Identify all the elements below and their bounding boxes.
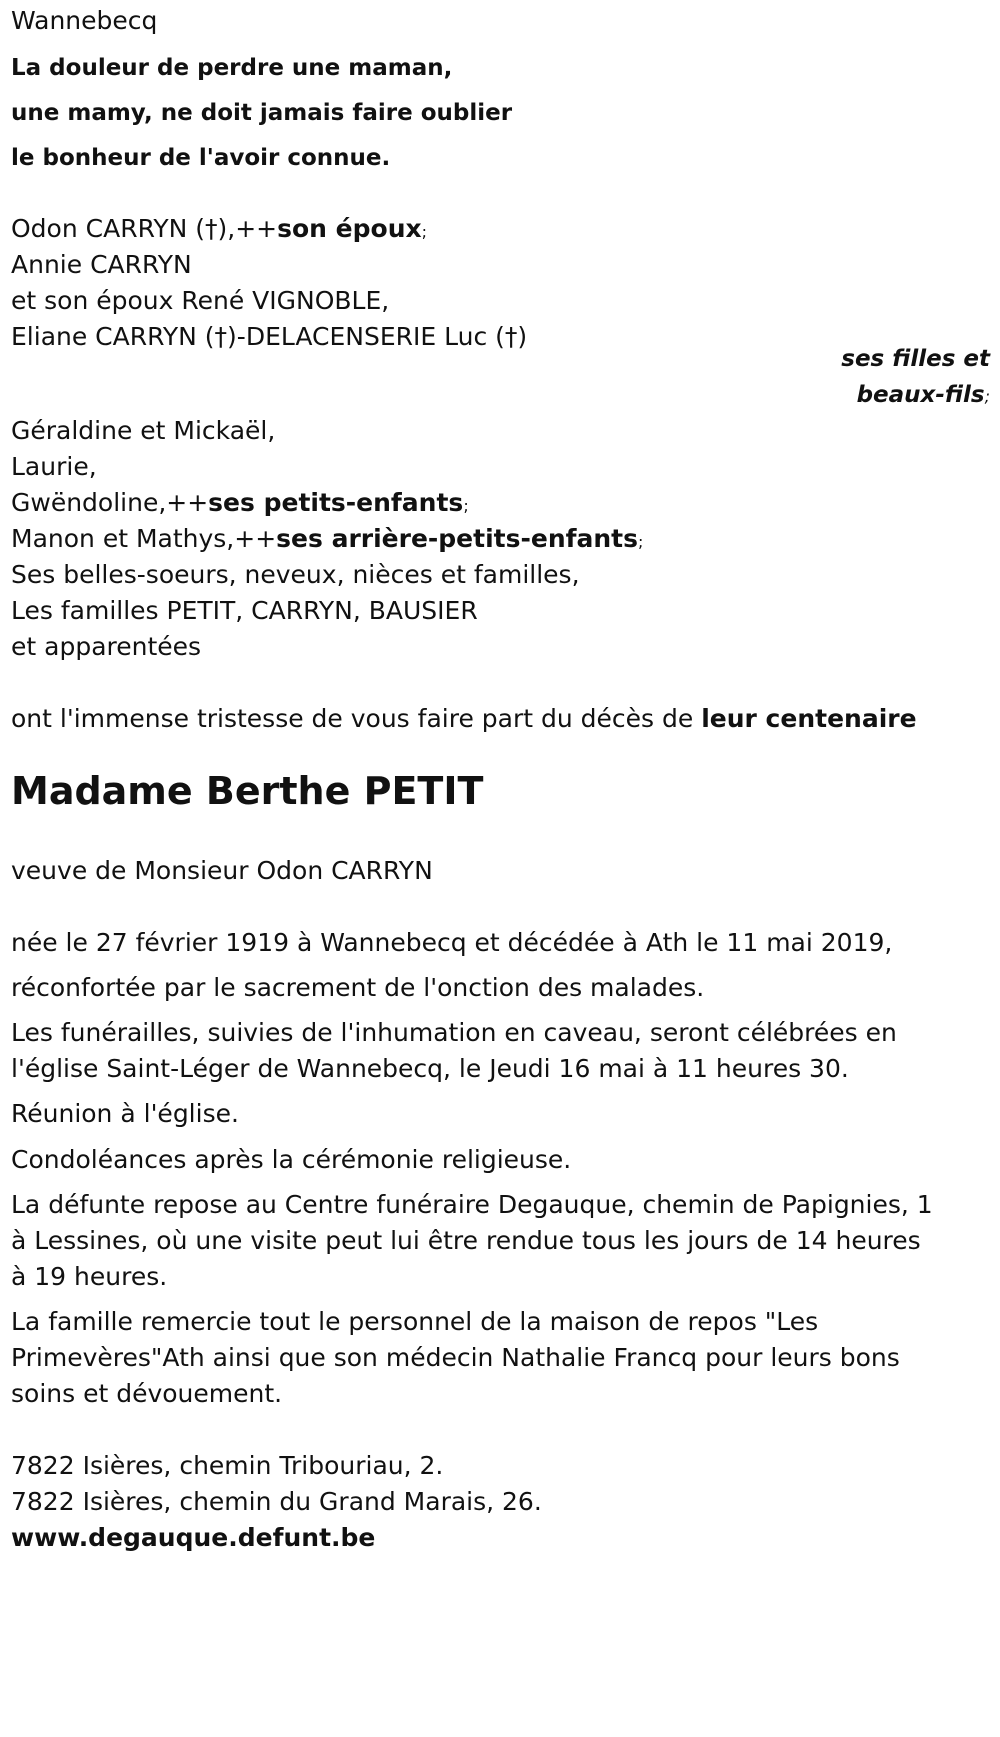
family-line-3: et son époux René VIGNOBLE, [11,286,390,315]
thanks-line-1: La famille remercie tout le personnel de la maison de repos "Les [11,1307,819,1336]
quote-line-1: La douleur de perdre une maman, [11,55,453,81]
widow-line: veuve de Monsieur Odon CARRYN [11,856,433,885]
daughters-role-line-1: ses filles et [841,346,990,372]
separator: ; [463,496,469,515]
separator: ; [638,532,644,551]
family-line-9: Ses belles-soeurs, neveux, nièces et familles, [11,560,580,589]
family-line-11: et apparentées [11,632,202,661]
announcement-text: ont l'immense tristesse de vous faire part du décès de [11,704,702,733]
great-grandchildren-names: Manon et Mathys,++ [11,524,277,553]
family-line-10: Les familles PETIT, CARRYN, BAUSIER [11,596,478,625]
quote-line-3: le bonheur de l'avoir connue. [11,145,391,171]
place-name: Wannebecq [11,6,158,35]
daughters-role-line-2 [857,380,990,412]
thanks-line-2: Primevères"Ath ainsi que son médecin Nathalie Francq pour leurs bons [11,1343,900,1372]
daughters-role-text: beaux-fils [856,382,985,408]
great-grandchildren-role: ses arrière-petits-enfants [276,524,638,553]
deceased-name: Madame Berthe PETIT [11,769,484,813]
separator: ; [421,222,428,241]
grandchildren-role: ses petits-enfants [208,488,464,517]
meeting-line: Réunion à l'église. [11,1099,239,1128]
rest-line-1: La défunte repose au Centre funéraire Degauque, chemin de Papignies, 1 [11,1190,933,1219]
announcement [11,704,917,734]
condolences-line: Condoléances après la cérémonie religieuse. [11,1145,572,1174]
rest-line-2: à Lessines, où une visite peut lui être rendue tous les jours de 14 heures [11,1226,921,1255]
family-line-2: Annie CARRYN [11,250,192,279]
separator: ; [984,387,990,406]
website-link[interactable]: www.degauque.defunt.be [11,1523,376,1552]
thanks-line-3: soins et dévouement. [11,1379,283,1408]
grandchild-name: Gwëndoline,++ [11,488,209,517]
family-line-4: Eliane CARRYN (†)-DELACENSERIE Luc (†) [11,322,528,351]
comforted-line: réconfortée par le sacrement de l'onction des malades. [11,973,705,1002]
family-line-5: Géraldine et Mickaël, [11,416,276,445]
birth-death-line: née le 27 février 1919 à Wannebecq et décédée à Ath le 11 mai 2019, [11,928,893,957]
spouse-role: son époux [277,214,422,243]
funeral-line-1: Les funérailles, suivies de l'inhumation en caveau, seront célébrées en [11,1018,897,1047]
address-line-2: 7822 Isières, chemin du Grand Marais, 26. [11,1487,542,1516]
spouse-name: Odon CARRYN (†),++ [11,214,278,243]
family-line-grandchildren [11,488,469,521]
family-line-great-grandchildren [11,524,643,557]
family-line-spouse [11,214,427,247]
funeral-line-2: l'église Saint-Léger de Wannebecq, le Jeudi 16 mai à 11 heures 30. [11,1054,849,1083]
family-line-6: Laurie, [11,452,97,481]
quote-line-2: une mamy, ne doit jamais faire oublier [11,100,513,126]
address-line-1: 7822 Isières, chemin Tribouriau, 2. [11,1451,444,1480]
rest-line-3: à 19 heures. [11,1262,168,1291]
announcement-bold: leur centenaire [701,704,917,733]
